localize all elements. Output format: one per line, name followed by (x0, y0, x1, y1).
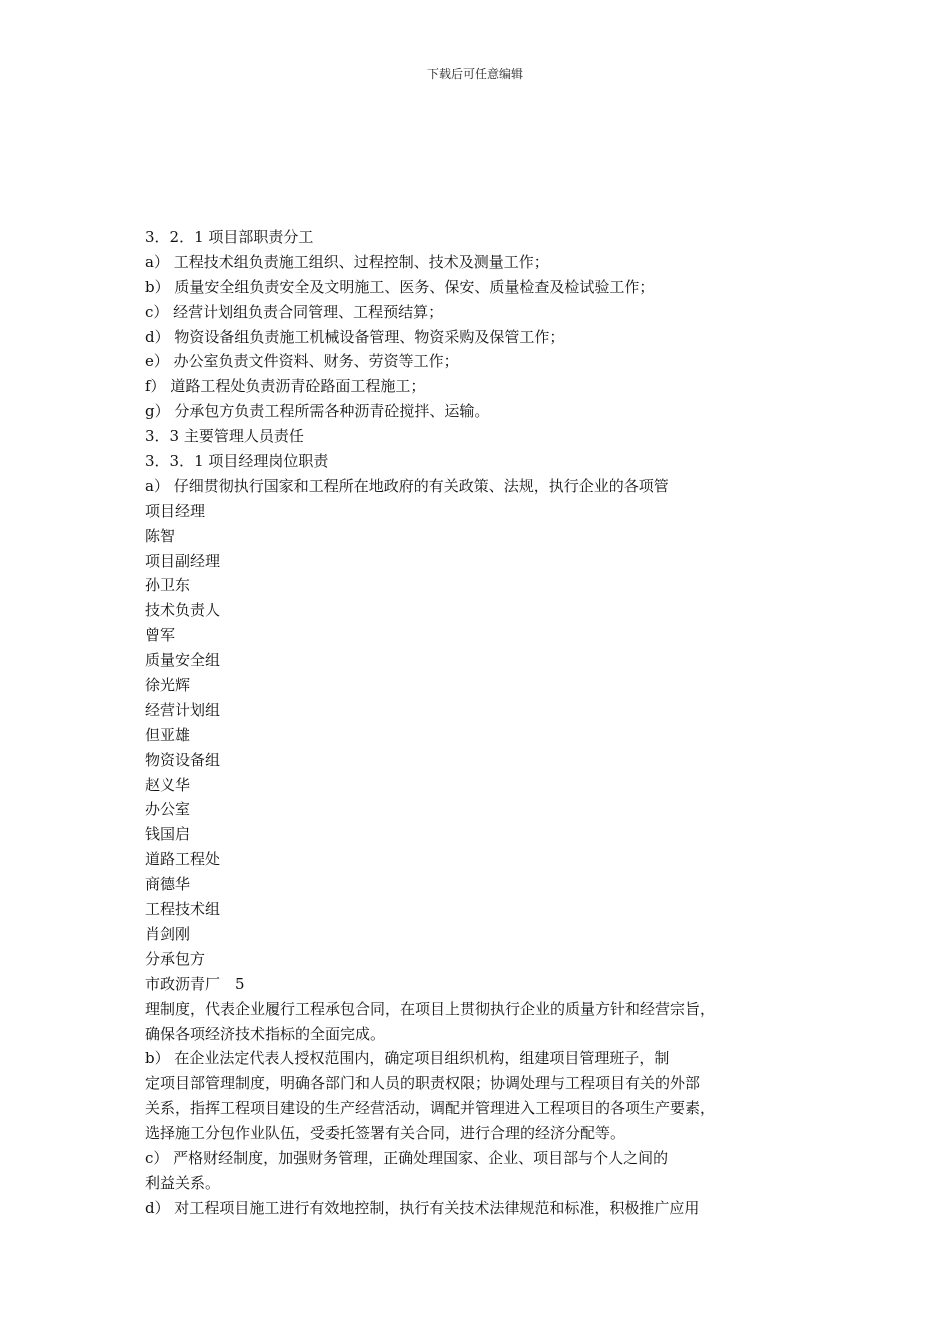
text-line: 办公室 (145, 800, 191, 819)
text-line: 但亚雄 (145, 725, 191, 744)
text-line: 徐光辉 (145, 676, 191, 695)
text-line: 利益关系。 (145, 1173, 221, 1192)
text-line: b） 质量安全组负责安全及文明施工、医务、保安、质量检查及检试验工作； (145, 277, 655, 296)
text-line: 质量安全组 (145, 651, 221, 670)
text-line: f） 道路工程处负责沥青砼路面工程施工； (145, 377, 426, 396)
text-line: 定项目部管理制度，明确各部门和人员的职责权限；协调处理与工程项目有关的外部 (145, 1074, 701, 1093)
text-line: c） 经营计划组负责合同管理、工程预结算； (145, 302, 444, 321)
text-line: 肖剑刚 (145, 924, 191, 943)
text-line: 技术负责人 (145, 601, 221, 620)
text-line: 关系，指挥工程项目建设的生产经营活动，调配并管理进入工程项目的各项生产要素， (145, 1099, 716, 1118)
text-line: g） 分承包方负责工程所需各种沥青砼搅拌、运输。 (145, 402, 490, 421)
text-line: a） 仔细贯彻执行国家和工程所在地政府的有关政策、法规，执行企业的各项管 (145, 476, 669, 495)
text-line: 市政沥青厂 5 (145, 974, 245, 993)
text-line: 项目副经理 (145, 551, 221, 570)
document-body (145, 225, 795, 1221)
text-line: 3．3 主要管理人员责任 (145, 427, 304, 446)
text-line: 赵义华 (145, 775, 191, 794)
text-line: 3．2．1 项目部职责分工 (145, 228, 314, 246)
text-line: 经营计划组 (145, 700, 221, 719)
text-line: 理制度，代表企业履行工程承包合同，在项目上贯彻执行企业的质量方针和经营宗旨， (145, 999, 716, 1018)
text-line: d） 物资设备组负责施工机械设备管理、物资采购及保管工作； (145, 327, 565, 346)
page-header: 下载后可任意编辑 (426, 67, 523, 81)
text-line: 道路工程处 (145, 850, 221, 869)
text-line: 陈智 (145, 526, 176, 545)
text-line: 物资设备组 (145, 750, 221, 769)
text-line: 曾军 (145, 626, 176, 645)
text-line: 孙卫东 (145, 576, 191, 595)
text-line: 商德华 (145, 875, 191, 894)
text-line: b） 在企业法定代表人授权范围内，确定项目组织机构，组建项目管理班子，制 (145, 1049, 670, 1068)
text-line: 分承包方 (145, 949, 206, 968)
text-line: 3．3．1 项目经理岗位职责 (145, 452, 329, 471)
text-line: 钱国启 (145, 825, 191, 844)
text-line: e） 办公室负责文件资料、财务、劳资等工作； (145, 352, 459, 371)
text-line: d） 对工程项目施工进行有效地控制，执行有关技术法律规范和标准，积极推广应用 (145, 1198, 700, 1217)
text-line: 工程技术组 (145, 900, 221, 919)
text-line: 项目经理 (145, 501, 206, 520)
text-line: a） 工程技术组负责施工组织、过程控制、技术及测量工作； (145, 252, 549, 271)
text-line: c） 严格财经制度，加强财务管理，正确处理国家、企业、项目部与个人之间的 (145, 1148, 669, 1167)
text-line: 选择施工分包作业队伍，受委托签署有关合同，进行合理的经济分配等。 (145, 1124, 626, 1143)
text-line: 确保各项经济技术指标的全面完成。 (145, 1024, 386, 1043)
